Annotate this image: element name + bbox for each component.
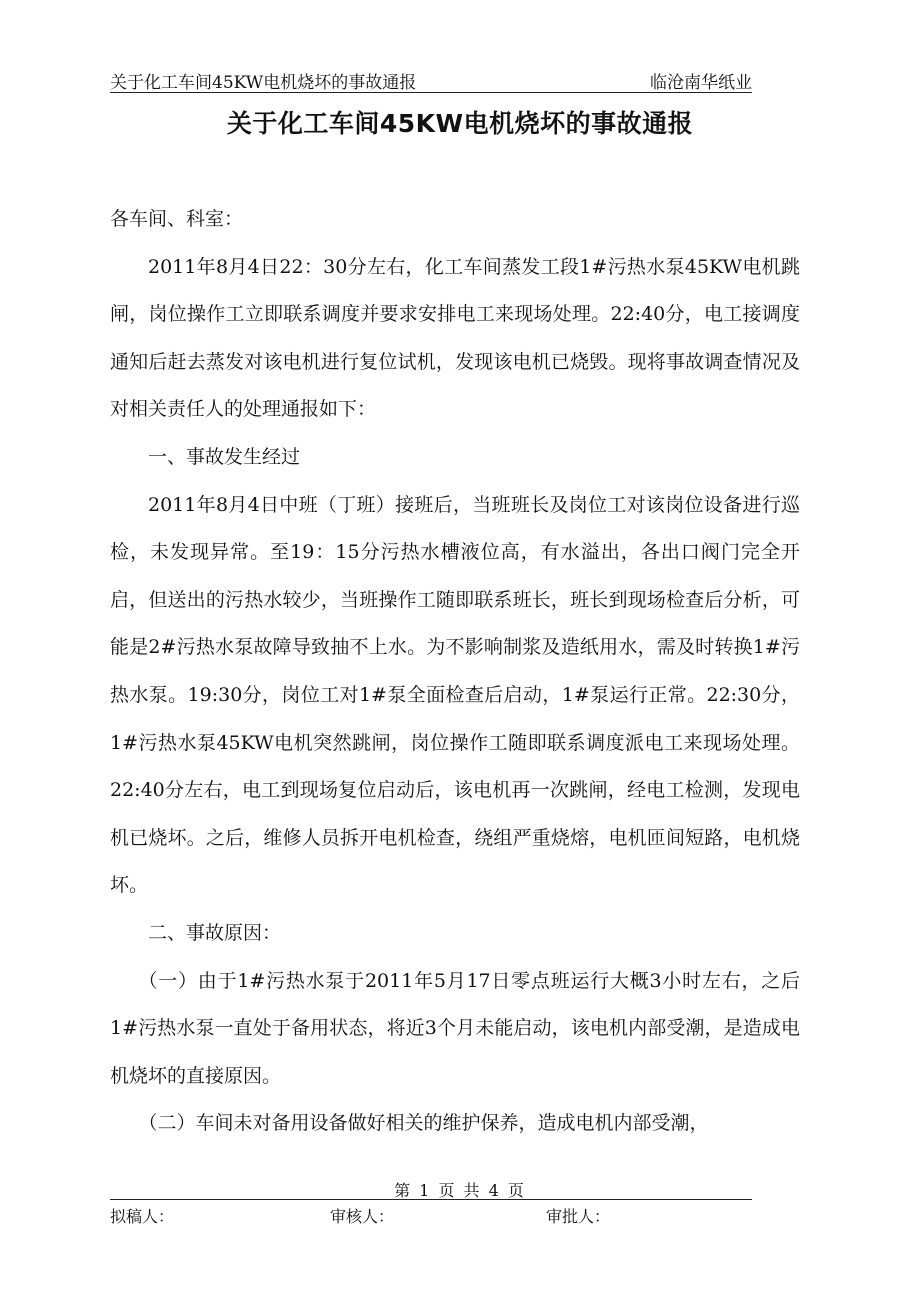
header-document-title: 关于化工车间45KW电机烧坏的事故通报: [110, 73, 417, 93]
cause-paragraph-2: （二）车间未对备用设备做好相关的维护保养，造成电机内部受潮，: [138, 1112, 709, 1135]
drafter-label: 拟稿人：: [110, 1207, 175, 1226]
header-company-name: 临沧南华纸业: [650, 73, 752, 93]
intro-paragraph: 2011年8月4日22：30分左右，化工车间蒸发工段1#污热水泵45KW电机跳闸，岗位操作工立即联系调度并要求安排电工来现场处理。22:40分，电工接调度通知后赶去蒸发对该电机进行复位试机，发现该电机已烧毁。现将事故调查情况及对相关责任人的处理通报如下：: [110, 255, 800, 421]
section-heading-cause: 二、事故原因：: [148, 921, 282, 944]
section-heading-incident: 一、事故发生经过: [148, 445, 301, 468]
cause-paragraph-1: （一）由于1#污热水泵于2011年5月17日零点班运行大概3小时左右，之后1#污热水泵一直处于备用状态，将近3个月未能启动，该电机内部受潮，是造成电机烧坏的直接原因。: [110, 969, 800, 1087]
document-body: [110, 196, 800, 1148]
reviewer-label: 审核人：: [330, 1207, 395, 1226]
document-title: 关于化工车间45KW电机烧坏的事故通报: [226, 109, 694, 138]
page-header: [110, 66, 752, 93]
approver-label: 审批人：: [546, 1207, 611, 1226]
salutation: 各车间、科室：: [110, 208, 244, 230]
footer-divider: [110, 1199, 752, 1200]
page-number: 第 1 页 共 4 页: [394, 1181, 526, 1200]
incident-paragraph: 2011年8月4日中班（丁班）接班后，当班班长及岗位工对该岗位设备进行巡检，未发现异常。至19：15分污热水槽液位高，有水溢出，各出口阀门完全开启，但送出的污热水较少，当班操作工随即联系班长，班长到现场检查后分析，可能是2#污热水泵故障导致抽不上水。为不影响制浆及造纸用水，需及时转换1#污热水泵。19:30分，岗位工对1#泵全面检查后启动，1#泵运行正常。22:30分，1#污热水泵45KW电机突然跳闸，岗位操作工随即联系调度派电工来现场处理。22:40分左右，电工到现场复位启动后，该电机再一次跳闸，经电工检测，发现电机已烧坏。之后，维修人员拆开电机检查，绕组严重烧熔，电机匝间短路，电机烧坏。: [110, 493, 800, 897]
